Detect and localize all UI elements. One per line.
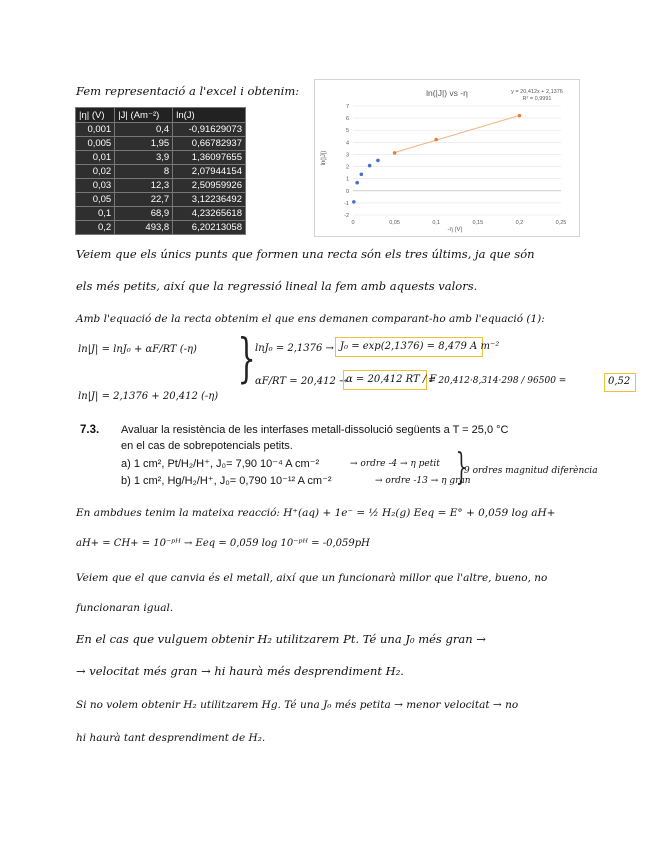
cell: 0,03 xyxy=(76,179,115,193)
eq-alpha-formula: α = 20,412 RT / F xyxy=(346,374,437,385)
data-point xyxy=(355,181,359,185)
cell: 0,2 xyxy=(76,221,115,235)
table-row xyxy=(76,179,246,193)
data-table xyxy=(75,107,246,235)
header-eta: |η| (V) xyxy=(76,108,115,123)
cell: 22,7 xyxy=(115,193,173,207)
eq-alpha-numeric: = 20,412·8,314·298 / 96500 = xyxy=(428,376,567,386)
cell: 2,50959926 xyxy=(173,179,246,193)
para3-line1: Veiem que el que canvia és el metall, així que un funcionarà millor que l'altre, bueno, no xyxy=(76,572,548,584)
table-row xyxy=(76,193,246,207)
trendline-equation: y = 20,412x + 2,1376 xyxy=(511,89,563,95)
para2: Amb l'equació de la recta obtenim el que ens demanen comparant-ho amb l'equació (1): xyxy=(76,313,545,325)
y-tick-label: 0 xyxy=(345,188,349,195)
x-tick-label: 0,1 xyxy=(432,220,441,226)
scatter-chart xyxy=(314,79,580,237)
y-tick-label: 6 xyxy=(345,116,349,123)
table-header-row xyxy=(76,108,246,123)
chart-svg xyxy=(315,80,579,236)
problem-number: 7.3. xyxy=(80,424,100,436)
x-tick-label: 0,2 xyxy=(515,220,524,226)
y-axis-label: ln(|J|) xyxy=(321,150,327,166)
y-tick-label: 1 xyxy=(345,176,349,183)
cell: 0,01 xyxy=(76,151,115,165)
cell: 0,1 xyxy=(76,207,115,221)
cell: 0,66782937 xyxy=(173,137,246,151)
data-point xyxy=(352,200,356,204)
item-b-note: → ordre -13 → η gran xyxy=(375,476,471,486)
x-tick-label: 0 xyxy=(351,220,355,226)
para5-line2: hi haurà tant desprendiment de H₂. xyxy=(76,732,266,744)
x-tick-label: 0,25 xyxy=(555,220,567,226)
cell: 0,02 xyxy=(76,165,115,179)
cell: 3,9 xyxy=(115,151,173,165)
cell: 0,4 xyxy=(115,123,173,137)
eq-j0-result: J₀ = exp(2,1376) = 8,479 A m⁻² xyxy=(340,341,500,352)
table-row xyxy=(76,151,246,165)
cell: 0,001 xyxy=(76,123,115,137)
table-row xyxy=(76,137,246,151)
item-a-note: → ordre -4 → η petit xyxy=(350,459,440,469)
table-row xyxy=(76,207,246,221)
header-j: |J| (Am⁻²) xyxy=(115,108,173,123)
para1-line1: Veiem que els únics punts que formen una recta són els tres últims, ja que són xyxy=(76,247,535,261)
cell: 8 xyxy=(115,165,173,179)
left-brace: } xyxy=(237,329,256,389)
cell: 12,3 xyxy=(115,179,173,193)
reaction-line: En ambdues tenim la mateixa reacció: H⁺(aq) + 1e⁻ = ½ H₂(g) Eeq = E° + 0,059 log aH+ xyxy=(76,507,556,519)
trendline-r2: R² = 0,9991 xyxy=(522,96,552,102)
data-point xyxy=(393,151,397,155)
problem-text-line2: en el cas de sobrepotencials petits. xyxy=(121,440,293,452)
y-tick-label: 3 xyxy=(345,152,349,159)
right-brace: } xyxy=(455,447,468,488)
eq-alpha-f-rt: αF/RT = 20,412 → xyxy=(255,376,348,387)
cell: 2,07944154 xyxy=(173,165,246,179)
data-point xyxy=(376,159,380,163)
y-tick-label: 4 xyxy=(345,140,349,147)
cell: 3,12236492 xyxy=(173,193,246,207)
y-tick-label: 2 xyxy=(345,164,349,171)
x-tick-label: 0,15 xyxy=(472,220,484,226)
y-tick-label: -1 xyxy=(344,200,349,207)
para1-line2: els més petits, així que la regressió lineal la fem amb aquests valors. xyxy=(76,279,478,293)
table-row xyxy=(76,165,246,179)
cell: 4,23265618 xyxy=(173,207,246,221)
problem-text-line1: Avaluar la resistència de les interfases metall-dissolució següents a T = 25,0 °C xyxy=(121,424,509,436)
para4-line1: En el cas que vulguem obtenir H₂ utilitzarem Pt. Té una J₀ més gran → xyxy=(76,632,486,646)
equation-fit: ln|J| = 2,1376 + 20,412 (-η) xyxy=(78,391,219,402)
side-note: 9 ordres magnitud diferència xyxy=(464,466,598,476)
header-lnj: ln(J) xyxy=(173,108,246,123)
x-tick-label: 0,05 xyxy=(389,220,400,226)
cell: 68,9 xyxy=(115,207,173,221)
data-point xyxy=(434,138,438,142)
para3-line2: funcionaran igual. xyxy=(76,602,174,614)
trendline xyxy=(395,115,520,152)
cell: 493,8 xyxy=(115,221,173,235)
cell: 1,95 xyxy=(115,137,173,151)
chart-title: ln(|J|) vs -η xyxy=(426,88,468,98)
y-tick-label: 5 xyxy=(345,128,349,135)
cell: 6,20213058 xyxy=(173,221,246,235)
x-axis-label: -η (V) xyxy=(447,227,463,233)
y-tick-label: -2 xyxy=(344,213,349,219)
data-point xyxy=(518,114,522,118)
problem-item-a: a) 1 cm², Pt/H₂/H⁺, J₀= 7,90 10⁻⁴ A cm⁻² xyxy=(121,458,320,470)
eq-alpha-value: 0,52 xyxy=(608,376,631,387)
cell: -0,91629073 xyxy=(173,123,246,137)
cell: 1,36097655 xyxy=(173,151,246,165)
cell: 0,005 xyxy=(76,137,115,151)
y-tick-label: 7 xyxy=(345,104,349,110)
para5-line1: Si no volem obtenir H₂ utilitzarem Hg. Té una J₀ més petita → menor velocitat → no xyxy=(76,699,519,711)
para4-line2: → velocitat més gran → hi haurà més desprendiment H₂. xyxy=(76,664,404,678)
eq-lnj0: lnJ₀ = 2,1376 → xyxy=(255,343,334,354)
data-point xyxy=(368,164,372,168)
activity-line: aH+ = CH+ = 10⁻ᵖᴴ → Eeq = 0,059 log 10⁻ᵖᴴ = -0,059pH xyxy=(76,538,370,549)
intro-line: Fem representació a l'excel i obtenim: xyxy=(76,84,300,98)
equation-general: ln|J| = lnJ₀ + αF/RT (-η) xyxy=(78,344,197,355)
data-point xyxy=(360,172,364,176)
table-row xyxy=(76,221,246,235)
problem-item-b: b) 1 cm², Hg/H₂/H⁺, J₀= 0,790 10⁻¹² A cm⁻² xyxy=(121,475,332,487)
table-row xyxy=(76,123,246,137)
cell: 0,05 xyxy=(76,193,115,207)
